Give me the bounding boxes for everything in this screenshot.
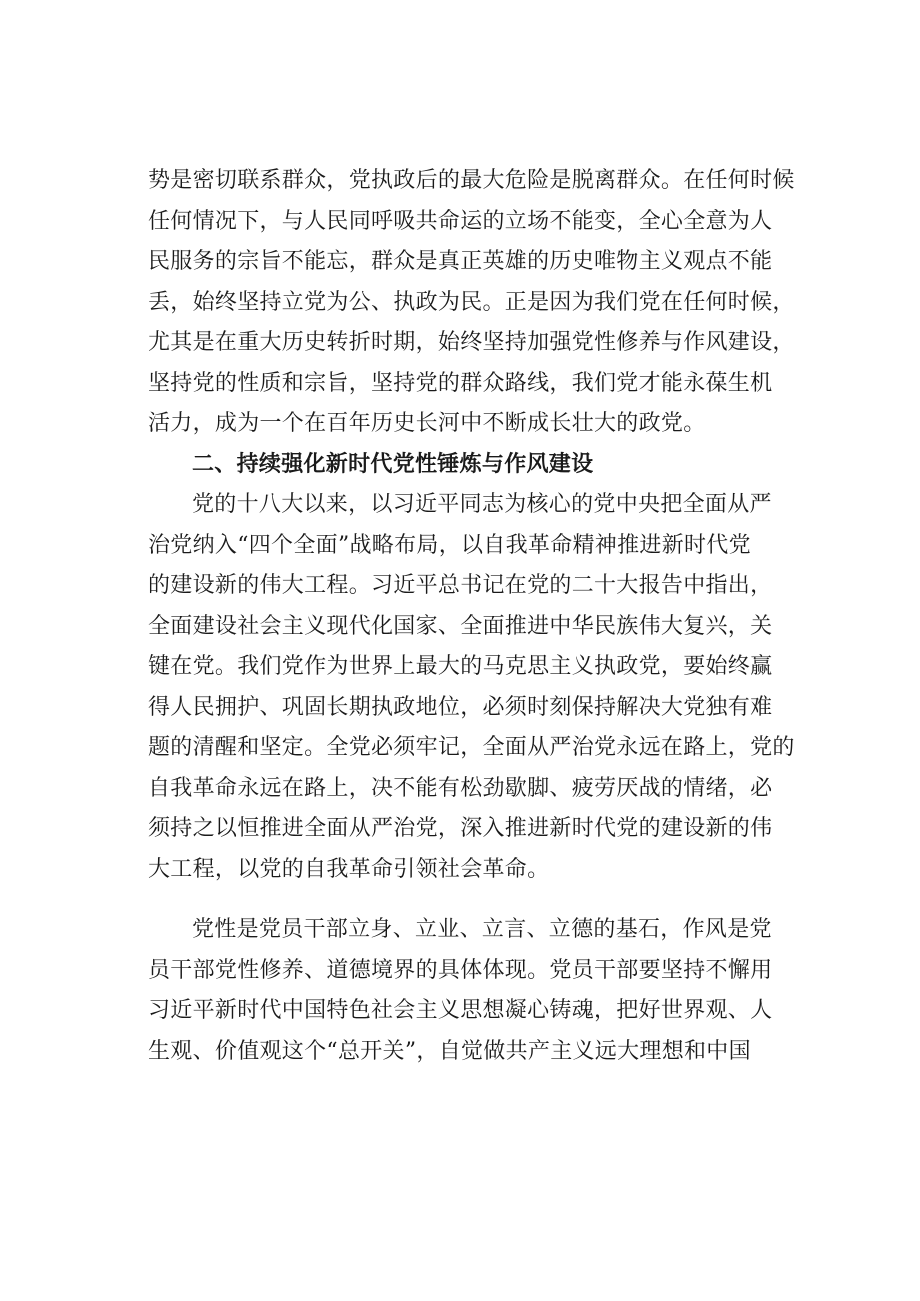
text-line: 员干部党性修养、道德境界的具体体现。党员干部要坚持不懈用	[148, 957, 773, 983]
text-line: 的建设新的伟大工程。习近平总书记在党的二十大报告中指出，	[148, 573, 773, 598]
text-line: 势是密切联系群众，党执政后的最大危险是脱离群众。在任何时候	[148, 168, 795, 193]
text-line: 尤其是在重大历史转折时期，始终坚持加强党性修养与作风建设，	[148, 330, 795, 355]
text-line: 党性是党员干部立身、立业、立言、立德的基石，作风是党	[192, 917, 772, 942]
text-line: 生观、价值观这个“总开关”，自觉做共产主义远大理想和中国	[148, 1038, 751, 1064]
text-line: 党的十八大以来，以习近平同志为核心的党中央把全面从严	[192, 492, 772, 517]
text-line: 须持之以恒推进全面从严治党，深入推进新时代党的建设新的伟	[148, 816, 773, 841]
text-line: 丢，始终坚持立党为公、执政为民。正是因为我们党在任何时候，	[148, 289, 795, 315]
text-line: 治党纳入“四个全面”战略布局，以自我革命精神推进新时代党	[148, 532, 751, 558]
text-line: 任何情况下，与人民同呼吸共命运的立场不能变，全心全意为人	[148, 208, 773, 234]
text-line: 题的清醒和坚定。全党必须牢记，全面从严治党永远在路上，党的	[148, 735, 795, 760]
text-line: 习近平新时代中国特色社会主义思想凝心铸魂，把好世界观、人	[148, 998, 773, 1023]
text-line: 民服务的宗旨不能忘，群众是真正英雄的历史唯物主义观点不能	[148, 249, 773, 274]
text-line: 大工程，以党的自我革命引领社会革命。	[148, 856, 550, 882]
paragraph-spacer	[148, 890, 808, 910]
text-line: 活力，成为一个在百年历史长河中不断成长壮大的政党。	[148, 411, 706, 436]
paragraph-3	[148, 910, 808, 1072]
text-line: 得人民拥护、巩固长期执政地位，必须时刻保持解决大党独有难	[148, 694, 773, 720]
paragraph-2	[148, 485, 808, 890]
document-body	[148, 161, 808, 1072]
text-line: 坚持党的性质和宗旨，坚持党的群众路线，我们党才能永葆生机	[148, 370, 773, 396]
section-heading: 二、持续强化新时代党性锤炼与作风建设	[192, 451, 594, 477]
text-line: 自我革命永远在路上，决不能有松劲歇脚、疲劳厌战的情绪，必	[148, 775, 773, 801]
paragraph-1	[148, 161, 808, 445]
text-line: 键在党。我们党作为世界上最大的马克思主义执政党，要始终赢	[148, 654, 773, 679]
text-line: 全面建设社会主义现代化国家、全面推进中华民族伟大复兴，关	[148, 613, 773, 639]
